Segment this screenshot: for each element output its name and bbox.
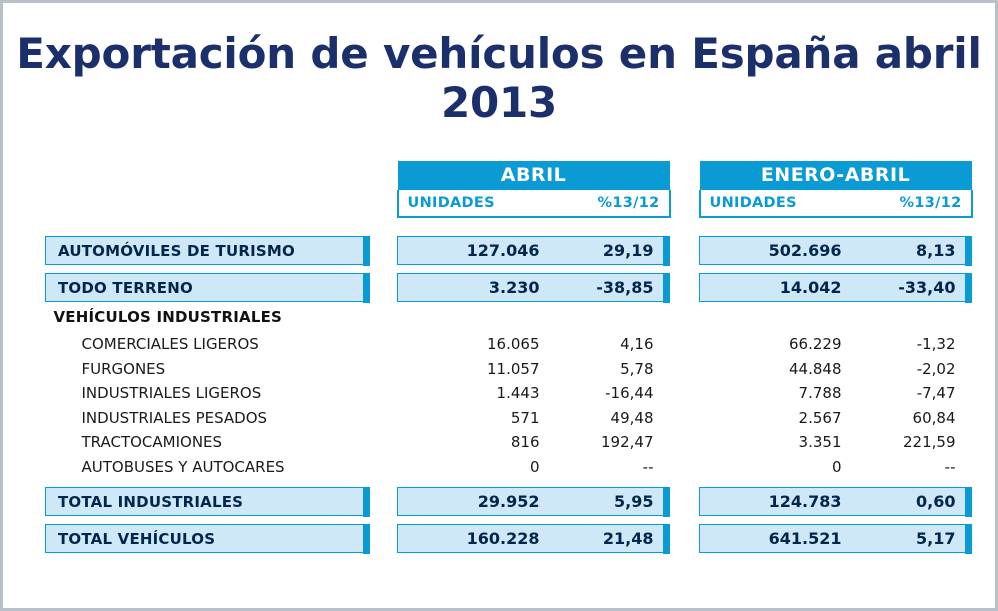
report-inner xyxy=(3,3,995,608)
row-abril-units xyxy=(398,237,548,265)
row-eneroabril-units: 66.229 xyxy=(789,335,842,354)
row-label: TOTAL INDUSTRIALES xyxy=(46,488,370,516)
row-eneroabril-pct: 5,17 xyxy=(850,525,972,553)
row-eneroabril-units xyxy=(700,237,850,265)
row-eneroabril-units xyxy=(700,274,850,302)
row-eneroabril-pct: -7,47 xyxy=(916,384,956,403)
spacer-after-header xyxy=(46,217,972,237)
row-abril-units: 816 xyxy=(510,433,540,452)
value-text: 14.042 xyxy=(779,278,842,297)
row-eneroabril-pct: 8,13 xyxy=(850,237,972,265)
gap-3 xyxy=(370,190,398,217)
section-label: VEHÍCULOS INDUSTRIALES xyxy=(53,308,283,326)
table-row xyxy=(46,488,972,516)
row-abril-pct: 4,16 xyxy=(620,335,654,354)
gap-4 xyxy=(670,190,700,217)
subheader-enero-abril-pct: %13/12 xyxy=(899,195,962,211)
table-sub-header-row xyxy=(46,190,972,217)
row-eneroabril-pct: -- xyxy=(944,457,956,476)
list-item xyxy=(46,357,972,382)
row-abril-pct: 192,47 xyxy=(601,433,654,452)
row-abril-pct: 5,78 xyxy=(620,359,654,378)
row-abril-pct: -- xyxy=(642,457,654,476)
gap-1 xyxy=(370,161,398,190)
list-item xyxy=(46,381,972,406)
row-label: FURGONES xyxy=(81,359,166,378)
row-abril-units xyxy=(398,488,548,516)
row-eneroabril-pct: -2,02 xyxy=(916,359,956,378)
row-eneroabril-units: 3.351 xyxy=(798,433,842,452)
row-abril-pct: 5,95 xyxy=(548,488,670,516)
value-text: 29.952 xyxy=(477,492,540,511)
row-eneroabril-pct: -33,40 xyxy=(850,274,972,302)
row-abril-pct: 21,48 xyxy=(548,525,670,553)
spacer xyxy=(46,516,972,525)
row-abril-units: 571 xyxy=(510,408,540,427)
row-abril-pct: -38,85 xyxy=(548,274,670,302)
spacer xyxy=(46,479,972,488)
value-text: 124.783 xyxy=(768,492,842,511)
row-eneroabril-units: 7.788 xyxy=(798,384,842,403)
group-header-abril: ABRIL xyxy=(398,161,670,190)
row-eneroabril-pct: 60,84 xyxy=(912,408,956,427)
table-row xyxy=(46,525,972,553)
value-text: 127.046 xyxy=(466,241,540,260)
row-label: TODO TERRENO xyxy=(46,274,370,302)
row-label: COMERCIALES LIGEROS xyxy=(81,335,259,354)
row-label: TOTAL VEHÍCULOS xyxy=(46,525,370,553)
row-eneroabril-units: 0 xyxy=(831,457,842,476)
row-eneroabril-pct: -1,32 xyxy=(916,335,956,354)
row-eneroabril-pct: 0,60 xyxy=(850,488,972,516)
value-text: 502.696 xyxy=(768,241,842,260)
row-abril-pct: 49,48 xyxy=(610,408,654,427)
row-abril-units: 11.057 xyxy=(487,359,540,378)
table-row xyxy=(46,274,972,302)
value-text: 3.230 xyxy=(488,278,540,297)
empty-corner-2 xyxy=(46,190,370,217)
row-abril-units xyxy=(398,525,548,553)
subheader-enero-abril-units: UNIDADES xyxy=(709,195,797,211)
row-abril-units: 0 xyxy=(529,457,540,476)
group-header-enero-abril: ENERO-ABRIL xyxy=(700,161,972,190)
row-label: AUTOBUSES Y AUTOCARES xyxy=(81,457,285,476)
row-label: INDUSTRIALES LIGEROS xyxy=(81,384,262,403)
row-abril-units xyxy=(398,274,548,302)
table-group-header-row xyxy=(46,161,972,190)
subheader-enero-abril xyxy=(700,190,972,217)
table-row xyxy=(46,237,972,265)
row-abril-pct: -16,44 xyxy=(605,384,654,403)
row-label: AUTOMÓVILES DE TURISMO xyxy=(46,237,370,265)
row-eneroabril-units: 2.567 xyxy=(798,408,842,427)
table-section-row xyxy=(46,302,972,333)
row-abril-units: 16.065 xyxy=(487,335,540,354)
value-text: 160.228 xyxy=(466,529,540,548)
page-title: Exportación de vehículos en España abril 2013 xyxy=(16,29,982,127)
export-data-table xyxy=(45,161,973,553)
gap-2 xyxy=(670,161,700,190)
row-label: INDUSTRIALES PESADOS xyxy=(81,408,268,427)
list-item xyxy=(46,430,972,455)
row-abril-units: 1.443 xyxy=(496,384,540,403)
subheader-abril xyxy=(398,190,670,217)
spacer xyxy=(46,265,972,274)
row-eneroabril-pct: 221,59 xyxy=(903,433,956,452)
list-item xyxy=(46,406,972,431)
row-label: TRACTOCAMIONES xyxy=(81,433,223,452)
value-text: 641.521 xyxy=(768,529,842,548)
empty-corner xyxy=(46,161,370,190)
list-item xyxy=(46,332,972,357)
row-eneroabril-units xyxy=(700,488,850,516)
list-item xyxy=(46,455,972,480)
subheader-abril-pct: %13/12 xyxy=(597,195,660,211)
row-eneroabril-units xyxy=(700,525,850,553)
row-eneroabril-units: 44.848 xyxy=(789,359,842,378)
row-abril-pct: 29,19 xyxy=(548,237,670,265)
subheader-abril-units: UNIDADES xyxy=(407,195,495,211)
